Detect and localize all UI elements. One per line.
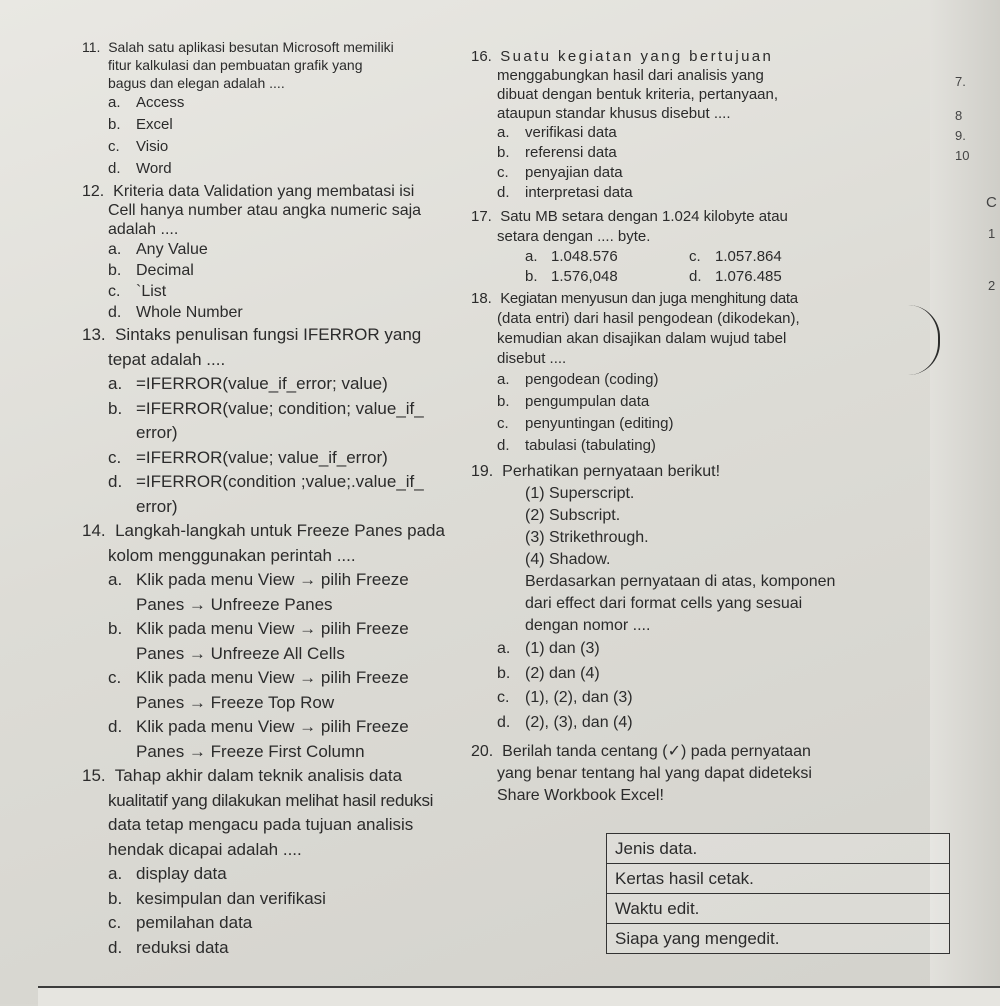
- margin-number: 8: [955, 108, 963, 123]
- question-17-stem: [471, 207, 937, 247]
- question-14: [82, 519, 488, 764]
- option-label: b.: [108, 619, 123, 638]
- option-label: b.: [497, 664, 511, 682]
- question-text-line: Suatu kegiatan yang bertujuan: [500, 48, 774, 65]
- question-text-line: Berilah tanda centang (✓) pada pernyataan: [502, 743, 811, 760]
- statement-3: (3) Strikethrough.: [525, 529, 649, 546]
- option-d[interactable]: [108, 715, 488, 764]
- option-text: 1.076.485: [715, 268, 782, 285]
- option-label: c.: [108, 668, 122, 687]
- option-a[interactable]: [108, 239, 488, 260]
- option-row: [497, 247, 937, 267]
- margin-number: 7.: [955, 74, 966, 89]
- question-text-line: tepat adalah ....: [108, 349, 226, 369]
- question-text-line: kolom menggunakan perintah ....: [108, 545, 356, 565]
- question-text-line: dibuat dengan bentuk kriteria, pertanyaan,: [497, 86, 779, 103]
- question-text-line: Berdasarkan pernyataan di atas, komponen: [525, 573, 836, 590]
- option-text: =IFERROR(condition ;value;.value_if_: [136, 472, 424, 491]
- option-a[interactable]: [497, 369, 937, 391]
- option-text: =IFERROR(value; condition; value_if_: [136, 398, 424, 418]
- option-b[interactable]: [525, 267, 689, 287]
- option-label: a.: [525, 248, 538, 265]
- question-19-stem: [471, 461, 937, 483]
- option-text: pengodean (coding): [525, 371, 659, 388]
- question-text-line: Tahap akhir dalam teknik analisis data: [114, 766, 403, 785]
- option-text: Panes → Freeze Top Row: [136, 692, 335, 712]
- option-b[interactable]: [108, 114, 488, 136]
- option-text: 1.576,048: [551, 268, 618, 285]
- option-text: `List: [136, 283, 167, 300]
- option-d[interactable]: [497, 711, 937, 736]
- option-a[interactable]: [108, 568, 488, 617]
- question-13: [82, 323, 488, 519]
- option-label: a.: [497, 371, 510, 388]
- question-number: 20.: [471, 743, 494, 760]
- option-label: b.: [108, 398, 123, 418]
- option-text: Klik pada menu View → pilih Freeze: [136, 570, 409, 589]
- option-a[interactable]: [108, 92, 488, 114]
- option-label: c.: [108, 138, 120, 155]
- option-text: Panes → Freeze First Column: [136, 741, 365, 761]
- question-text-line: Satu MB setara dengan 1.024 kilobyte atau: [500, 208, 788, 225]
- table-row[interactable]: [607, 924, 950, 954]
- option-text: Decimal: [136, 262, 194, 279]
- option-label: a.: [108, 570, 123, 589]
- option-label: d.: [497, 184, 510, 201]
- question-19: [471, 461, 937, 735]
- option-text: 1.048.576: [551, 248, 618, 265]
- option-label: b.: [497, 393, 510, 410]
- option-b[interactable]: [497, 391, 937, 413]
- option-b[interactable]: [108, 260, 488, 281]
- question-18: [471, 289, 937, 457]
- margin-number: 10: [955, 148, 970, 163]
- right-column: [471, 47, 937, 807]
- option-c[interactable]: [108, 911, 488, 936]
- option-d[interactable]: [497, 435, 937, 457]
- question-number: 15.: [82, 766, 106, 785]
- table-cell[interactable]: Siapa yang mengedit.: [607, 924, 950, 954]
- question-13-stem: [82, 323, 488, 372]
- option-text: interpretasi data: [525, 184, 633, 201]
- question-text-line: disebut ....: [497, 350, 567, 367]
- question-18-stem: [471, 289, 937, 369]
- option-d[interactable]: [108, 470, 488, 519]
- question-text-line: setara dengan .... byte.: [497, 228, 651, 245]
- question-text-line: data tetap mengacu pada tujuan analisis: [108, 815, 414, 834]
- question-text-line: kemudian akan disajikan dalam wujud tabel: [497, 330, 787, 347]
- option-label: c.: [497, 415, 509, 432]
- table-row[interactable]: [607, 894, 950, 924]
- option-text: Word: [136, 160, 172, 177]
- option-label: d.: [108, 472, 123, 491]
- question-text-line: Share Workbook Excel!: [497, 787, 664, 804]
- left-column: [82, 38, 488, 960]
- table-cell[interactable]: Waktu edit.: [607, 894, 950, 924]
- option-c[interactable]: [108, 666, 488, 715]
- option-text: reduksi data: [136, 937, 229, 957]
- option-label: c.: [497, 689, 510, 706]
- option-label: a.: [108, 94, 121, 111]
- option-label: c.: [108, 913, 122, 932]
- option-text: referensi data: [525, 144, 617, 161]
- question-20-stem: [471, 741, 937, 807]
- option-label: b.: [108, 888, 123, 908]
- question-text-line: adalah ....: [108, 221, 179, 238]
- question-15: [82, 764, 488, 960]
- option-text: Whole Number: [136, 304, 243, 321]
- option-c[interactable]: [497, 163, 937, 183]
- option-label: d.: [108, 304, 122, 321]
- option-d[interactable]: [108, 158, 488, 180]
- question-text-line: Kegiatan menyusun dan juga menghitung data: [500, 290, 798, 307]
- question-16-stem: [471, 47, 937, 123]
- option-text: error): [136, 423, 178, 442]
- page-bottom-edge: [38, 986, 1000, 1006]
- question-12-stem: [82, 182, 488, 239]
- option-b[interactable]: [108, 887, 488, 912]
- option-label: b.: [108, 262, 122, 279]
- question-text-line: Perhatikan pernyataan berikut!: [502, 463, 721, 480]
- option-label: d.: [497, 437, 510, 454]
- option-text: Klik pada menu View → pilih Freeze: [136, 619, 409, 638]
- option-text: kesimpulan dan verifikasi: [136, 888, 326, 908]
- question-17: [471, 207, 937, 287]
- option-text: (1), (2), dan (3): [525, 689, 633, 706]
- option-text: Klik pada menu View → pilih Freeze: [136, 668, 409, 687]
- option-label: b.: [108, 116, 121, 133]
- option-a[interactable]: [497, 637, 937, 662]
- question-text-line: fitur kalkulasi dan pembuatan grafik yang: [108, 57, 363, 73]
- option-text: =IFERROR(value_if_error; value): [136, 374, 388, 393]
- option-text: Any Value: [136, 241, 208, 258]
- option-text: Panes → Unfreeze Panes: [136, 594, 333, 614]
- option-label: b.: [497, 144, 510, 161]
- question-text-line: Sintaks penulisan fungsi IFERROR yang: [115, 325, 422, 344]
- question-text-line: menggabungkan hasil dari analisis yang: [497, 67, 764, 84]
- statement-2: (2) Subscript.: [525, 507, 621, 524]
- option-text: Panes → Unfreeze All Cells: [136, 643, 345, 663]
- option-text: Excel: [136, 116, 173, 133]
- question-number: 14.: [82, 521, 106, 540]
- margin-number: 2: [988, 278, 996, 293]
- option-label: c.: [108, 283, 121, 300]
- option-text: (2), (3), dan (4): [525, 713, 633, 731]
- question-text-line: Langkah-langkah untuk Freeze Panes pada: [115, 521, 445, 540]
- option-text: penyajian data: [525, 164, 623, 181]
- share-workbook-table: [606, 833, 950, 954]
- question-number: 12.: [82, 183, 105, 200]
- statement-1: (1) Superscript.: [525, 485, 635, 502]
- question-number: 18.: [471, 290, 492, 307]
- option-label: c.: [108, 447, 122, 467]
- option-label: a.: [497, 640, 511, 657]
- question-number: 13.: [82, 325, 106, 344]
- option-c[interactable]: [108, 136, 488, 158]
- option-d[interactable]: [108, 302, 488, 323]
- option-label: c.: [497, 164, 509, 181]
- question-text-line: Kriteria data Validation yang membatasi isi: [113, 183, 415, 200]
- option-a[interactable]: [497, 123, 937, 143]
- question-15-stem: [82, 764, 488, 862]
- margin-number: 9.: [955, 128, 966, 143]
- question-number: 19.: [471, 463, 494, 480]
- option-row: [497, 267, 937, 287]
- question-text-line: dari effect dari format cells yang sesuai: [525, 595, 803, 612]
- statement-4: (4) Shadow.: [525, 551, 611, 568]
- option-b[interactable]: [108, 617, 488, 666]
- question-14-stem: [82, 519, 488, 568]
- option-d[interactable]: [108, 936, 488, 961]
- option-text: display data: [136, 864, 227, 883]
- question-11-stem: [82, 38, 488, 92]
- option-d[interactable]: [497, 183, 937, 203]
- table-row[interactable]: [607, 864, 950, 894]
- question-text-line: yang benar tentang hal yang dapat dideteksi: [497, 765, 812, 782]
- option-label: c.: [689, 248, 701, 265]
- margin-number: 1: [988, 226, 996, 241]
- option-a[interactable]: [108, 862, 488, 887]
- option-text: Access: [136, 94, 185, 111]
- table-cell[interactable]: Jenis data.: [607, 834, 950, 864]
- option-b[interactable]: [497, 143, 937, 163]
- option-c[interactable]: [108, 281, 488, 302]
- margin-number: C: [986, 194, 997, 211]
- option-d[interactable]: [689, 267, 782, 287]
- option-label: a.: [108, 374, 123, 393]
- option-c[interactable]: [497, 413, 937, 435]
- option-label: a.: [497, 124, 510, 141]
- option-label: d.: [689, 268, 702, 285]
- option-text: verifikasi data: [525, 124, 617, 141]
- option-text: 1.057.864: [715, 248, 782, 265]
- option-text: Visio: [136, 138, 169, 155]
- option-text: penyuntingan (editing): [525, 415, 674, 432]
- question-text-line: hendak dicapai adalah ....: [108, 839, 302, 859]
- question-number: 11.: [82, 39, 101, 55]
- option-label: a.: [108, 864, 123, 883]
- question-text-line: Salah satu aplikasi besutan Microsoft memiliki: [108, 39, 394, 55]
- option-text: (2) dan (4): [525, 664, 600, 682]
- table-cell[interactable]: Kertas hasil cetak.: [607, 864, 950, 894]
- option-b[interactable]: [108, 397, 488, 446]
- question-text-line: kualitatif yang dilakukan melihat hasil reduksi: [108, 790, 434, 810]
- question-12: [82, 182, 488, 323]
- option-a[interactable]: [108, 372, 488, 397]
- option-text: (1) dan (3): [525, 640, 600, 657]
- option-label: d.: [108, 937, 123, 957]
- option-label: b.: [525, 268, 538, 285]
- question-16: [471, 47, 937, 203]
- question-20: [471, 741, 937, 807]
- question-number: 17.: [471, 208, 492, 225]
- option-b[interactable]: [497, 662, 937, 687]
- question-11: [82, 38, 488, 180]
- option-text: tabulasi (tabulating): [525, 437, 656, 454]
- question-number: 16.: [471, 48, 492, 65]
- option-text: Klik pada menu View → pilih Freeze: [136, 717, 409, 736]
- option-label: d.: [108, 717, 123, 736]
- option-c[interactable]: [497, 686, 937, 711]
- option-text: error): [136, 496, 178, 516]
- option-label: a.: [108, 241, 122, 258]
- question-text-line: Cell hanya number atau angka numeric saja: [108, 202, 422, 219]
- option-c[interactable]: [689, 247, 782, 267]
- question-text-line: bagus dan elegan adalah ....: [108, 75, 285, 91]
- option-label: d.: [108, 160, 121, 177]
- option-text: pengumpulan data: [525, 393, 650, 410]
- question-text-line: (data entri) dari hasil pengodean (dikodekan),: [497, 310, 800, 327]
- question-text-line: dengan nomor ....: [525, 617, 651, 634]
- option-label: d.: [497, 713, 511, 731]
- option-a[interactable]: [525, 247, 689, 267]
- table-row[interactable]: [607, 834, 950, 864]
- option-text: =IFERROR(value; value_if_error): [136, 447, 388, 467]
- question-text-line: ataupun standar khusus disebut ....: [497, 105, 731, 122]
- option-text: pemilahan data: [136, 913, 253, 932]
- option-c[interactable]: [108, 446, 488, 471]
